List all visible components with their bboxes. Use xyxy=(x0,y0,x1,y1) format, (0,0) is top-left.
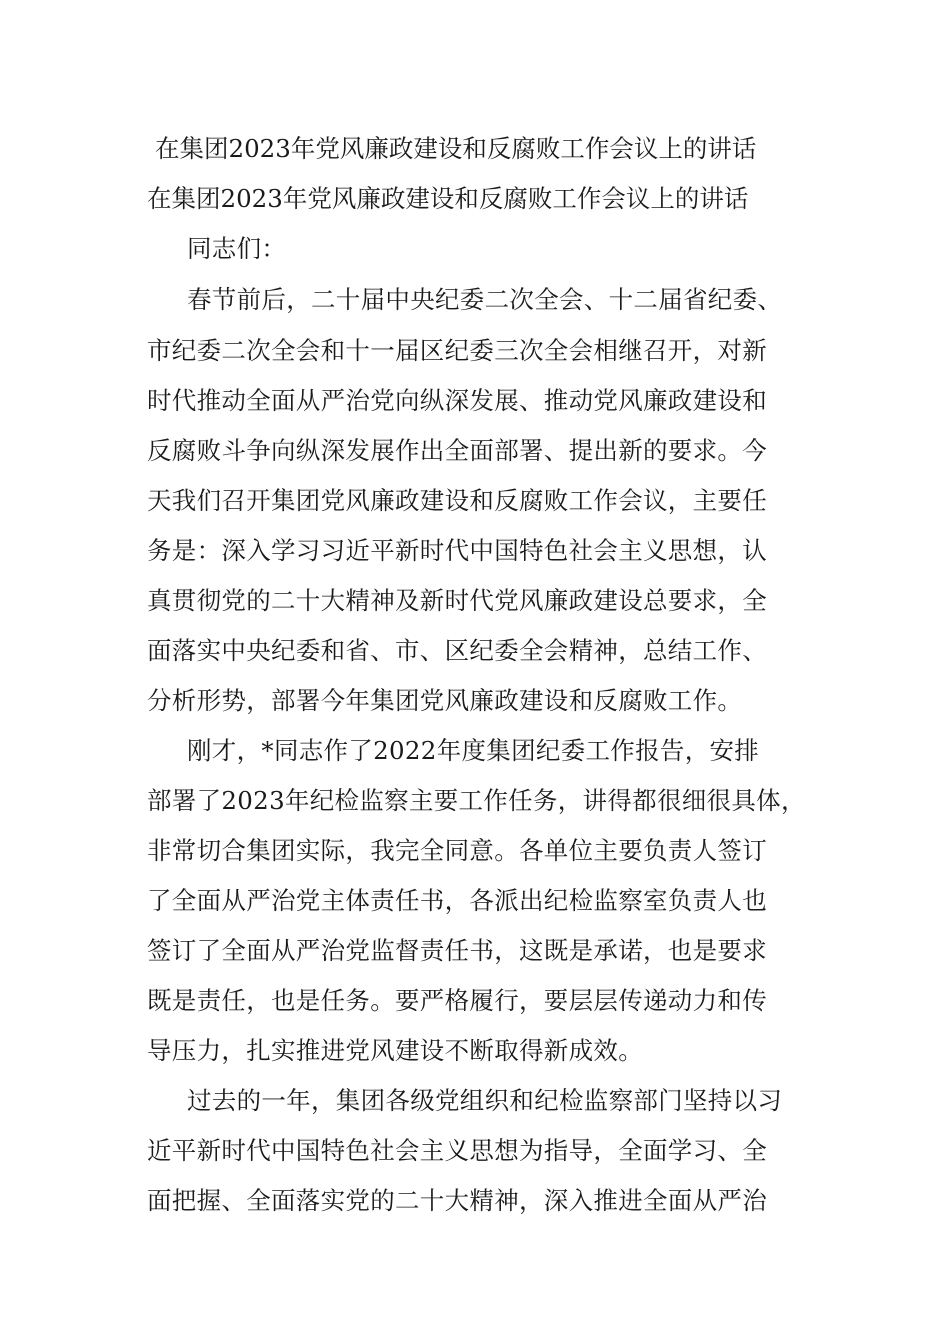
paragraph-2-line: 部署了2023年纪检监察主要工作任务，讲得都很细很具体， xyxy=(147,786,806,815)
greeting: 同志们： xyxy=(187,234,287,263)
paragraph-3-line: 过去的一年，集团各级党组织和纪检监察部门坚持以习 xyxy=(187,1086,783,1115)
paragraph-1-line: 务是：深入学习习近平新时代中国特色社会主义思想，认 xyxy=(147,536,767,565)
paragraph-1-line: 分析形势，部署今年集团党风廉政建设和反腐败工作。 xyxy=(147,686,743,715)
paragraph-3-line: 近平新时代中国特色社会主义思想为指导，全面学习、全 xyxy=(147,1136,767,1165)
paragraph-2-line: 了全面从严治党主体责任书，各派出纪检监察室负责人也 xyxy=(147,886,767,915)
paragraph-2-line: 刚才，*同志作了2022年度集团纪委工作报告，安排 xyxy=(187,736,760,765)
paragraph-1-line: 时代推动全面从严治党向纵深发展、推动党风廉政建设和 xyxy=(147,386,767,415)
document-title: 在集团2023年党风廉政建设和反腐败工作会议上的讲话 xyxy=(155,134,757,163)
paragraph-1-line: 市纪委二次全会和十一届区纪委三次全会相继召开，对新 xyxy=(147,336,767,365)
paragraph-1-line: 春节前后，二十届中央纪委二次全会、十二届省纪委、 xyxy=(187,285,783,314)
document-title-repeat: 在集团2023年党风廉政建设和反腐败工作会议上的讲话 xyxy=(147,184,749,213)
paragraph-2-line: 签订了全面从严治党监督责任书，这既是承诺，也是要求 xyxy=(147,936,767,965)
paragraph-1-line: 天我们召开集团党风廉政建设和反腐败工作会议，主要任 xyxy=(147,486,767,515)
paragraph-1-line: 面落实中央纪委和省、市、区纪委全会精神，总结工作、 xyxy=(147,636,767,665)
paragraph-2-line: 非常切合集团实际，我完全同意。各单位主要负责人签订 xyxy=(147,836,767,865)
paragraph-1-line: 真贯彻党的二十大精神及新时代党风廉政建设总要求，全 xyxy=(147,586,767,615)
paragraph-2-line: 既是责任，也是任务。要严格履行，要层层传递动力和传 xyxy=(147,986,767,1015)
paragraph-1-line: 反腐败斗争向纵深发展作出全面部署、提出新的要求。今 xyxy=(147,436,767,465)
paragraph-3-line: 面把握、全面落实党的二十大精神，深入推进全面从严治 xyxy=(147,1186,767,1215)
paragraph-2-line: 导压力，扎实推进党风建设不断取得新成效。 xyxy=(147,1036,643,1065)
